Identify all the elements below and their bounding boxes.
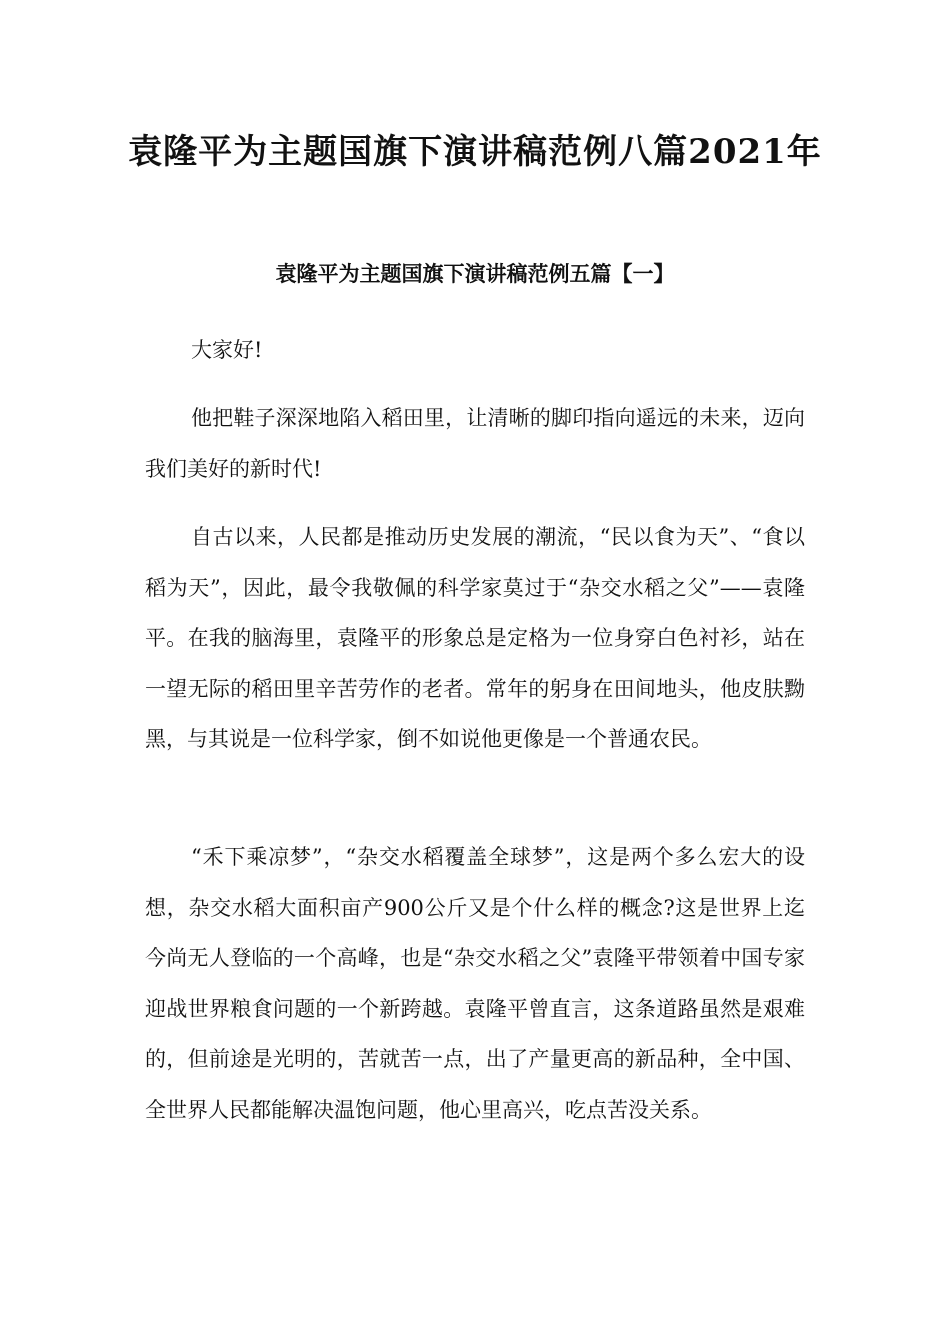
paragraph-intro: 他把鞋子深深地陷入稻田里，让清晰的脚印指向遥远的未来，迈向我们美好的新时代!: [145, 406, 805, 481]
document-title: 袁隆平为主题国旗下演讲稿范例八篇2021年: [128, 132, 822, 172]
paragraph-greeting: 大家好!: [191, 338, 263, 362]
paragraph-body-1: 自古以来，人民都是推动历史发展的潮流，“民以食为天”、“食以稻为天”，因此，最令我敬佩的科学家莫过于“杂交水稻之父”——袁隆平。在我的脑海里，袁隆平的形象总是定格为一位身穿白色衬衫，站在一望无际的稻田里辛苦劳作的老者。常年的躬身在田间地头，他皮肤黝黑，与其说是一位科学家，倒不如说他更像是一个普通农民。: [145, 525, 805, 751]
paragraph-body-2: “禾下乘凉梦”，“杂交水稻覆盖全球梦”，这是两个多么宏大的设想，杂交水稻大面积亩产900公斤又是个什么样的概念?这是世界上迄今尚无人登临的一个高峰，也是“杂交水稻之父”袁隆平带领着中国专家迎战世界粮食问题的一个新跨越。袁隆平曾直言，这条道路虽然是艰难的，但前途是光明的，苦就苦一点，出了产量更高的新品种，全中国、全世界人民都能解决温饱问题，他心里高兴，吃点苦没关系。: [145, 845, 805, 1122]
section-heading: 袁隆平为主题国旗下演讲稿范例五篇【一】: [275, 261, 675, 286]
